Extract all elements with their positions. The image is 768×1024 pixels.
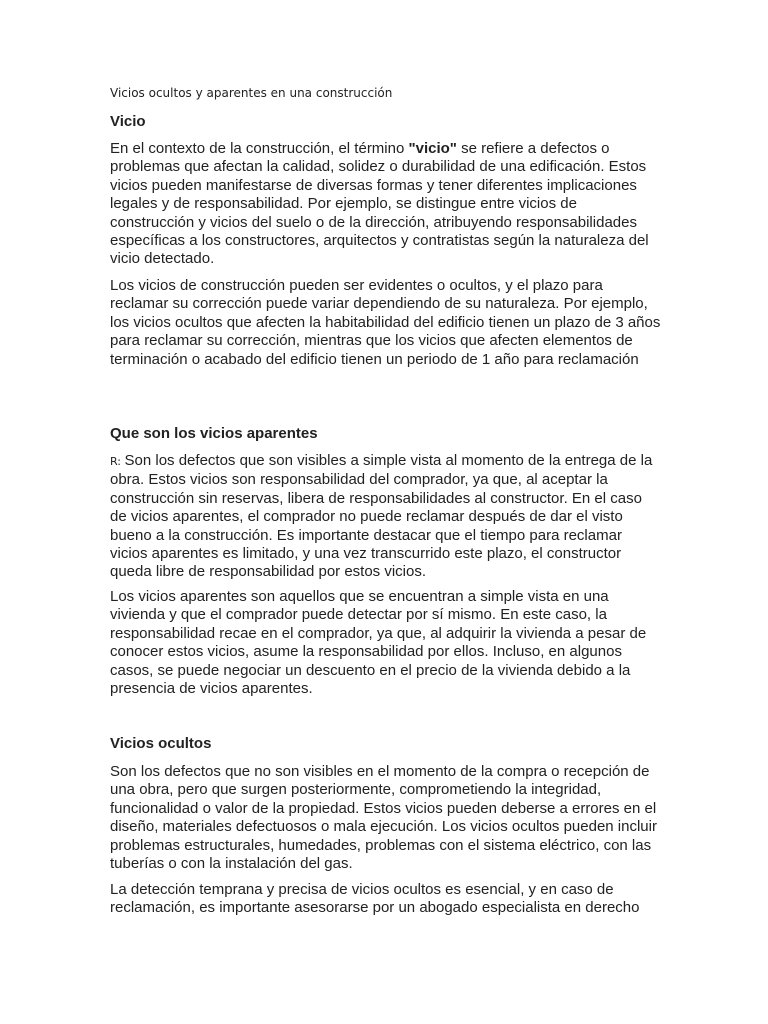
paragraph-vicio-definition xyxy=(110,140,662,269)
document-title: Vicios ocultos y aparentes en una construcción xyxy=(110,86,393,100)
paragraph-ocultos-definicion: Son los defectos que no son visibles en el momento de la compra o recepción de una obra, pero que surgen posteriormente, comprometiendo la integridad, funcionalidad o valor de la propiedad. Estos vicios pueden deberse a errores en el diseño, materiales defectuosos o mala ejecución. Los vicios ocultos pueden incluir problemas estructurales, humedades, problemas con el sistema eléctrico, con las tuberías o con la instalación del gas. xyxy=(110,763,657,873)
paragraph-aparentes-respuesta xyxy=(110,452,662,582)
section-heading-vicio: Vicio xyxy=(110,113,146,130)
answer-prefix: R: xyxy=(110,455,125,468)
section-heading-vicios-ocultos: Vicios ocultos xyxy=(110,735,212,752)
paragraph-text: se refiere a defectos o problemas que afectan la calidad, solidez o durabilidad de una edificación. Estos vicios pueden manifestarse de diversas formas y tener diferentes implicaciones legales y de responsabilidad. Por ejemplo, se distingue entre vicios de construcción y vicios del suelo o de la dirección, atribuyendo responsabilidades específicas a los constructores, arquitectos y contratistas según la naturaleza del vicio detectado. xyxy=(110,140,649,268)
paragraph-text: Son los defectos que son visibles a simple vista al momento de la entrega de la obra. Estos vicios son responsabilidad del comprador, ya que, al aceptar la construcción sin reservas, libera de responsabilidades al constructor. En el caso de vicios aparentes, el comprador no puede reclamar después de dar el visto bueno a la construcción. Es importante destacar que el tiempo para reclamar vicios aparentes es limitado, y una vez transcurrido este plazo, el constructor queda libre de responsabilidad por estos vicios. xyxy=(110,452,653,581)
paragraph-vicio-plazos: Los vicios de construcción pueden ser evidentes o ocultos, y el plazo para reclamar su corrección puede variar dependiendo de su naturaleza. Por ejemplo, los vicios ocultos que afecten la habitabilidad del edificio tienen un plazo de 3 años para reclamar su corrección, mientras que los vicios que afecten elementos de terminación o acabado del edificio tienen un periodo de 1 año para reclamación xyxy=(110,277,661,368)
paragraph-ocultos-deteccion: La detección temprana y precisa de vicios ocultos es esencial, y en caso de reclamación, es importante asesorarse por un abogado especialista en derecho xyxy=(110,881,640,917)
term-vicio: "vicio" xyxy=(408,140,457,157)
paragraph-aparentes-responsabilidad: Los vicios aparentes son aquellos que se encuentran a simple vista en una vivienda y que el comprador puede detectar por sí mismo. En este caso, la responsabilidad recae en el comprador, ya que, al adquirir la vivienda a pesar de conocer estos vicios, asume la responsabilidad por ellos. Incluso, en algunos casos, se puede negociar un descuento en el precio de la vivienda debido a la presencia de vicios aparentes. xyxy=(110,588,647,698)
paragraph-text: En el contexto de la construcción, el término xyxy=(110,140,409,157)
section-heading-vicios-aparentes: Que son los vicios aparentes xyxy=(110,425,318,442)
